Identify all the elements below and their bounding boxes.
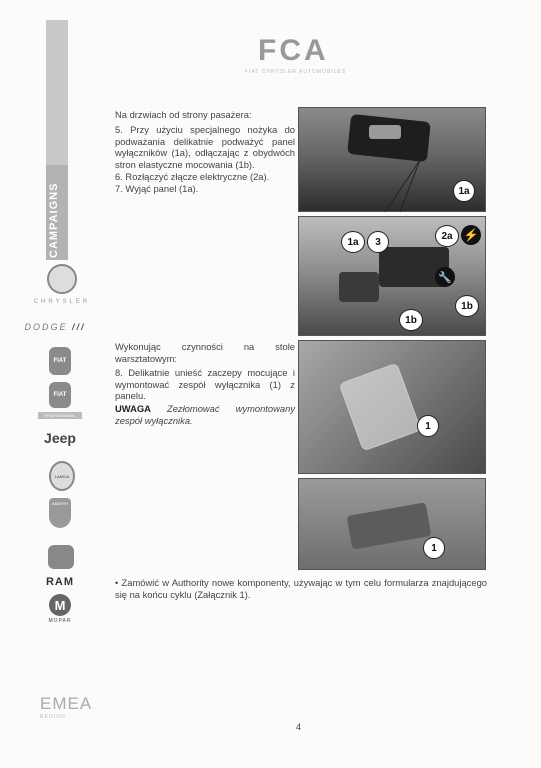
step-7: 7. Wyjąć panel (1a). xyxy=(115,183,199,194)
chrysler-logo: CHRYSLER xyxy=(33,299,91,305)
callout-1a: 1a xyxy=(341,231,365,253)
section2-intro: Wykonując czynności na stole warsztatowym: xyxy=(115,341,295,364)
note-label: UWAGA xyxy=(115,403,151,414)
jeep-logo: Jeep xyxy=(44,430,76,446)
step-6: 6. Rozłączyć złącze elektryczne (2a). xyxy=(115,171,270,182)
bullet-text: Zamówić w Authority nowe komponenty, używając w tym celu formularza znajdującego się na końcu cyklu (Załącznik 1). xyxy=(115,577,488,600)
callout-1b-bottom: 1b xyxy=(399,309,423,331)
ram-logo: RAM xyxy=(45,576,75,588)
section1-intro: Na drzwiach od strony pasażera: xyxy=(115,109,252,120)
callout-1-bottom: 1 xyxy=(423,537,445,559)
switch-assembly-shape xyxy=(339,363,422,452)
callout-3: 3 xyxy=(367,231,389,253)
photo-switch-assembly xyxy=(298,340,486,474)
callout-1b-right: 1b xyxy=(455,295,479,317)
callout-2a: 2a xyxy=(435,225,459,247)
electrical-icon: ⚡ xyxy=(461,225,481,245)
callout-1-mid: 1 xyxy=(417,415,439,437)
fiat-professional-text: FIAT xyxy=(53,392,67,398)
order-bullet xyxy=(115,577,487,600)
removed-switch-shape xyxy=(347,502,432,549)
wrench-icon: 🔧 xyxy=(435,267,455,287)
photo-removed-switch xyxy=(298,478,486,570)
page-number: 4 xyxy=(296,722,302,732)
step-8: 8. Delikatnie unieść zaczepy mocujące i wymontować zespół wyłącznika (1) z panelu. xyxy=(115,367,295,402)
professional-label: PROFESSIONAL xyxy=(38,412,82,419)
abarth-text: ABARTH xyxy=(51,501,69,506)
step-5: 5. Przy użyciu specjalnego nożyka do podważania delikatnie podważyć panel wyłączników (1a), odłączając z obydwóch stron elastyczne mocowania (1b). xyxy=(115,124,295,170)
fiat-text: FIAT xyxy=(53,358,67,364)
emea-label: EMEA xyxy=(40,694,93,713)
region-label: REGION xyxy=(40,714,66,720)
mopar-logo: MOPAR xyxy=(48,618,72,624)
fca-logo: FCA xyxy=(258,34,329,67)
sidebar-label: CAMPAIGNS xyxy=(48,182,60,258)
bullet-dot: • xyxy=(115,577,122,588)
dodge-text: DODGE xyxy=(24,322,68,332)
mopar-symbol: M xyxy=(49,594,71,616)
dodge-logo: DODGE /// xyxy=(24,322,86,332)
lancia-text: LANCIA xyxy=(54,473,70,479)
fca-subtitle: FIAT CHRYSLER AUTOMOBILES xyxy=(245,69,347,75)
callout-1a-top: 1a xyxy=(453,180,475,202)
note-text: Zezłomować wymontowany zespół wyłącznika. xyxy=(115,403,296,426)
note xyxy=(115,403,295,426)
